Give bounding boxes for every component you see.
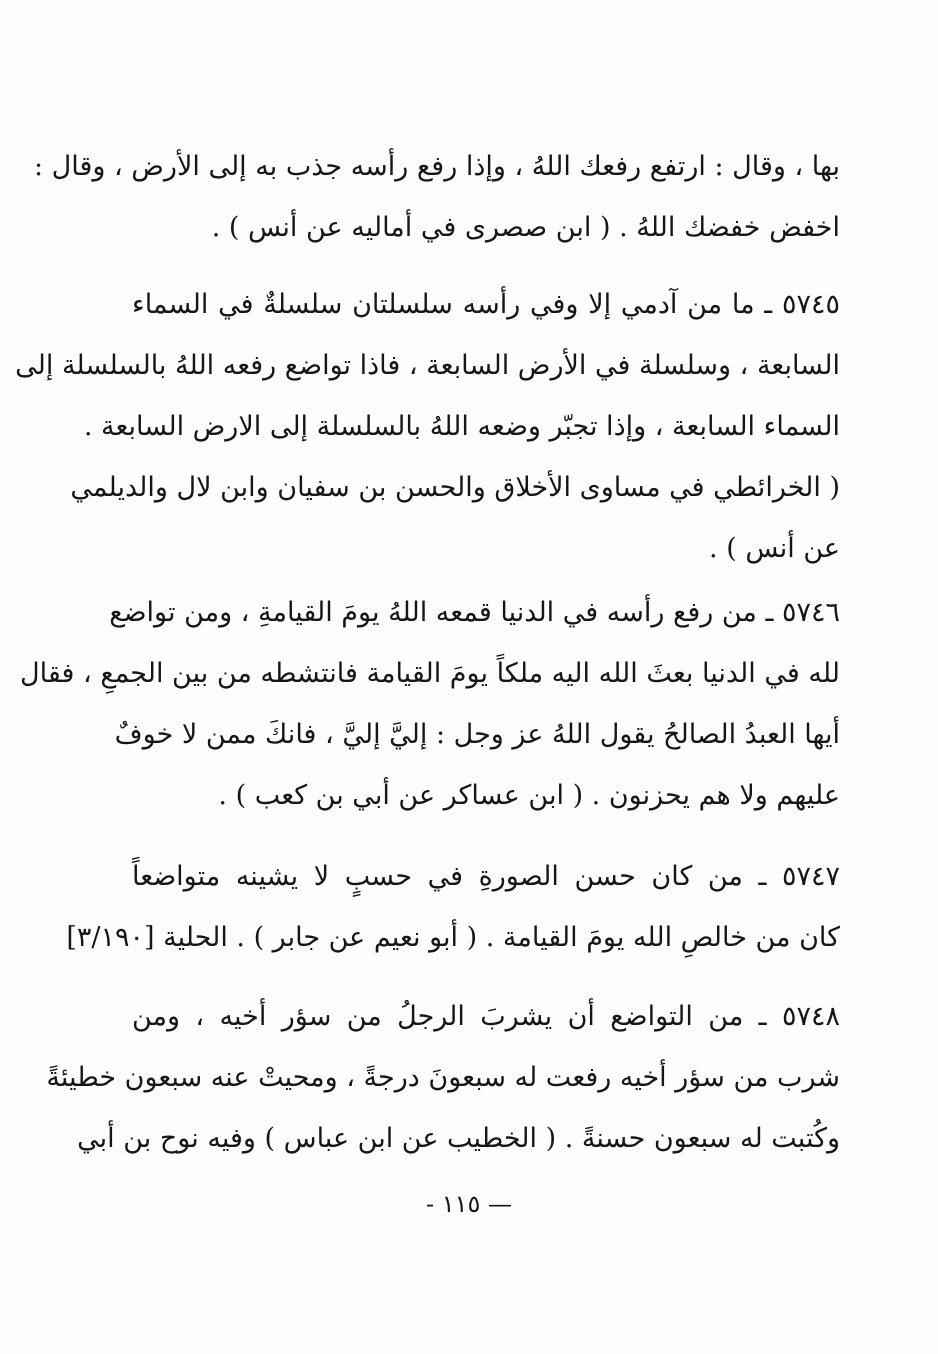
text-line: اخفض خفضك اللهُ . ( ابن صصرى في أماليه عن أنس ) . [211, 212, 840, 243]
text-line: ٥٧٤٦ ـ من رفع رأسه في الدنيا قمعه اللهُ يومَ القيامةِ ، ومن تواضع [109, 597, 840, 628]
page-number: — ١١٥ - [425, 1190, 513, 1218]
hadith-5745 [15, 274, 840, 579]
text-line: ( الخرائطي في مساوى الأخلاق والحسن بن سفيان وابن لال والديلمي [70, 472, 840, 503]
hadith-5748 [46, 986, 840, 1169]
text-line: عليهم ولا هم يحزنون . ( ابن عساكر عن أبي بن كعب ) . [218, 780, 840, 811]
text-line: أيها العبدُ الصالحُ يقول اللهُ عز وجل : إليَّ إليَّ ، فانكَ ممن لا خوفٌ [114, 719, 840, 750]
text-line: ٥٧٤٥ ـ ما من آدمي إلا وفي رأسه سلسلتان سلسلةٌ في السماء [132, 289, 840, 320]
text-line: بها ، وقال : ارتفع رفعك اللهُ ، وإذا رفع رأسه جذب به إلى الأرض ، وقال : [33, 151, 840, 182]
text-line: شرب من سؤر أخيه رفعت له سبعونَ درجةً ، ومحيتْ عنه سبعون خطيئةً [46, 1062, 840, 1093]
text-line: وكُتبت له سبعون حسنةً . ( الخطيب عن ابن عباس ) وفيه نوح بن أبي [77, 1123, 840, 1154]
text-line: السماء السابعة ، وإذا تجبّر وضعه اللهُ بالسلسلة إلى الارض السابعة . [83, 411, 840, 442]
hadith-5747 [66, 846, 840, 968]
hadith-5746 [20, 582, 840, 826]
text-line: كان من خالصِ الله يومَ القيامة . ( أبو نعيم عن جابر ) . الحلية [٣/١٩٠] [66, 922, 840, 953]
text-line: ٥٧٤٧ ـ من كان حسن الصورةِ في حسبٍ لا يشينه متواضعاً [132, 861, 840, 892]
paragraph-continuation [33, 136, 840, 258]
text-line: السابعة ، وسلسلة في الأرض السابعة ، فاذا تواضع رفعه اللهُ بالسلسلة إلى [15, 350, 840, 381]
text-line: عن أنس ) . [709, 533, 840, 564]
text-line: لله في الدنيا بعثَ الله اليه ملكاً يومَ القيامة فانتشطه من بين الجمعِ ، فقال [20, 658, 840, 689]
text-line: ٥٧٤٨ ـ من التواضع أن يشربَ الرجلُ من سؤر أخيه ، ومن [132, 1001, 840, 1032]
